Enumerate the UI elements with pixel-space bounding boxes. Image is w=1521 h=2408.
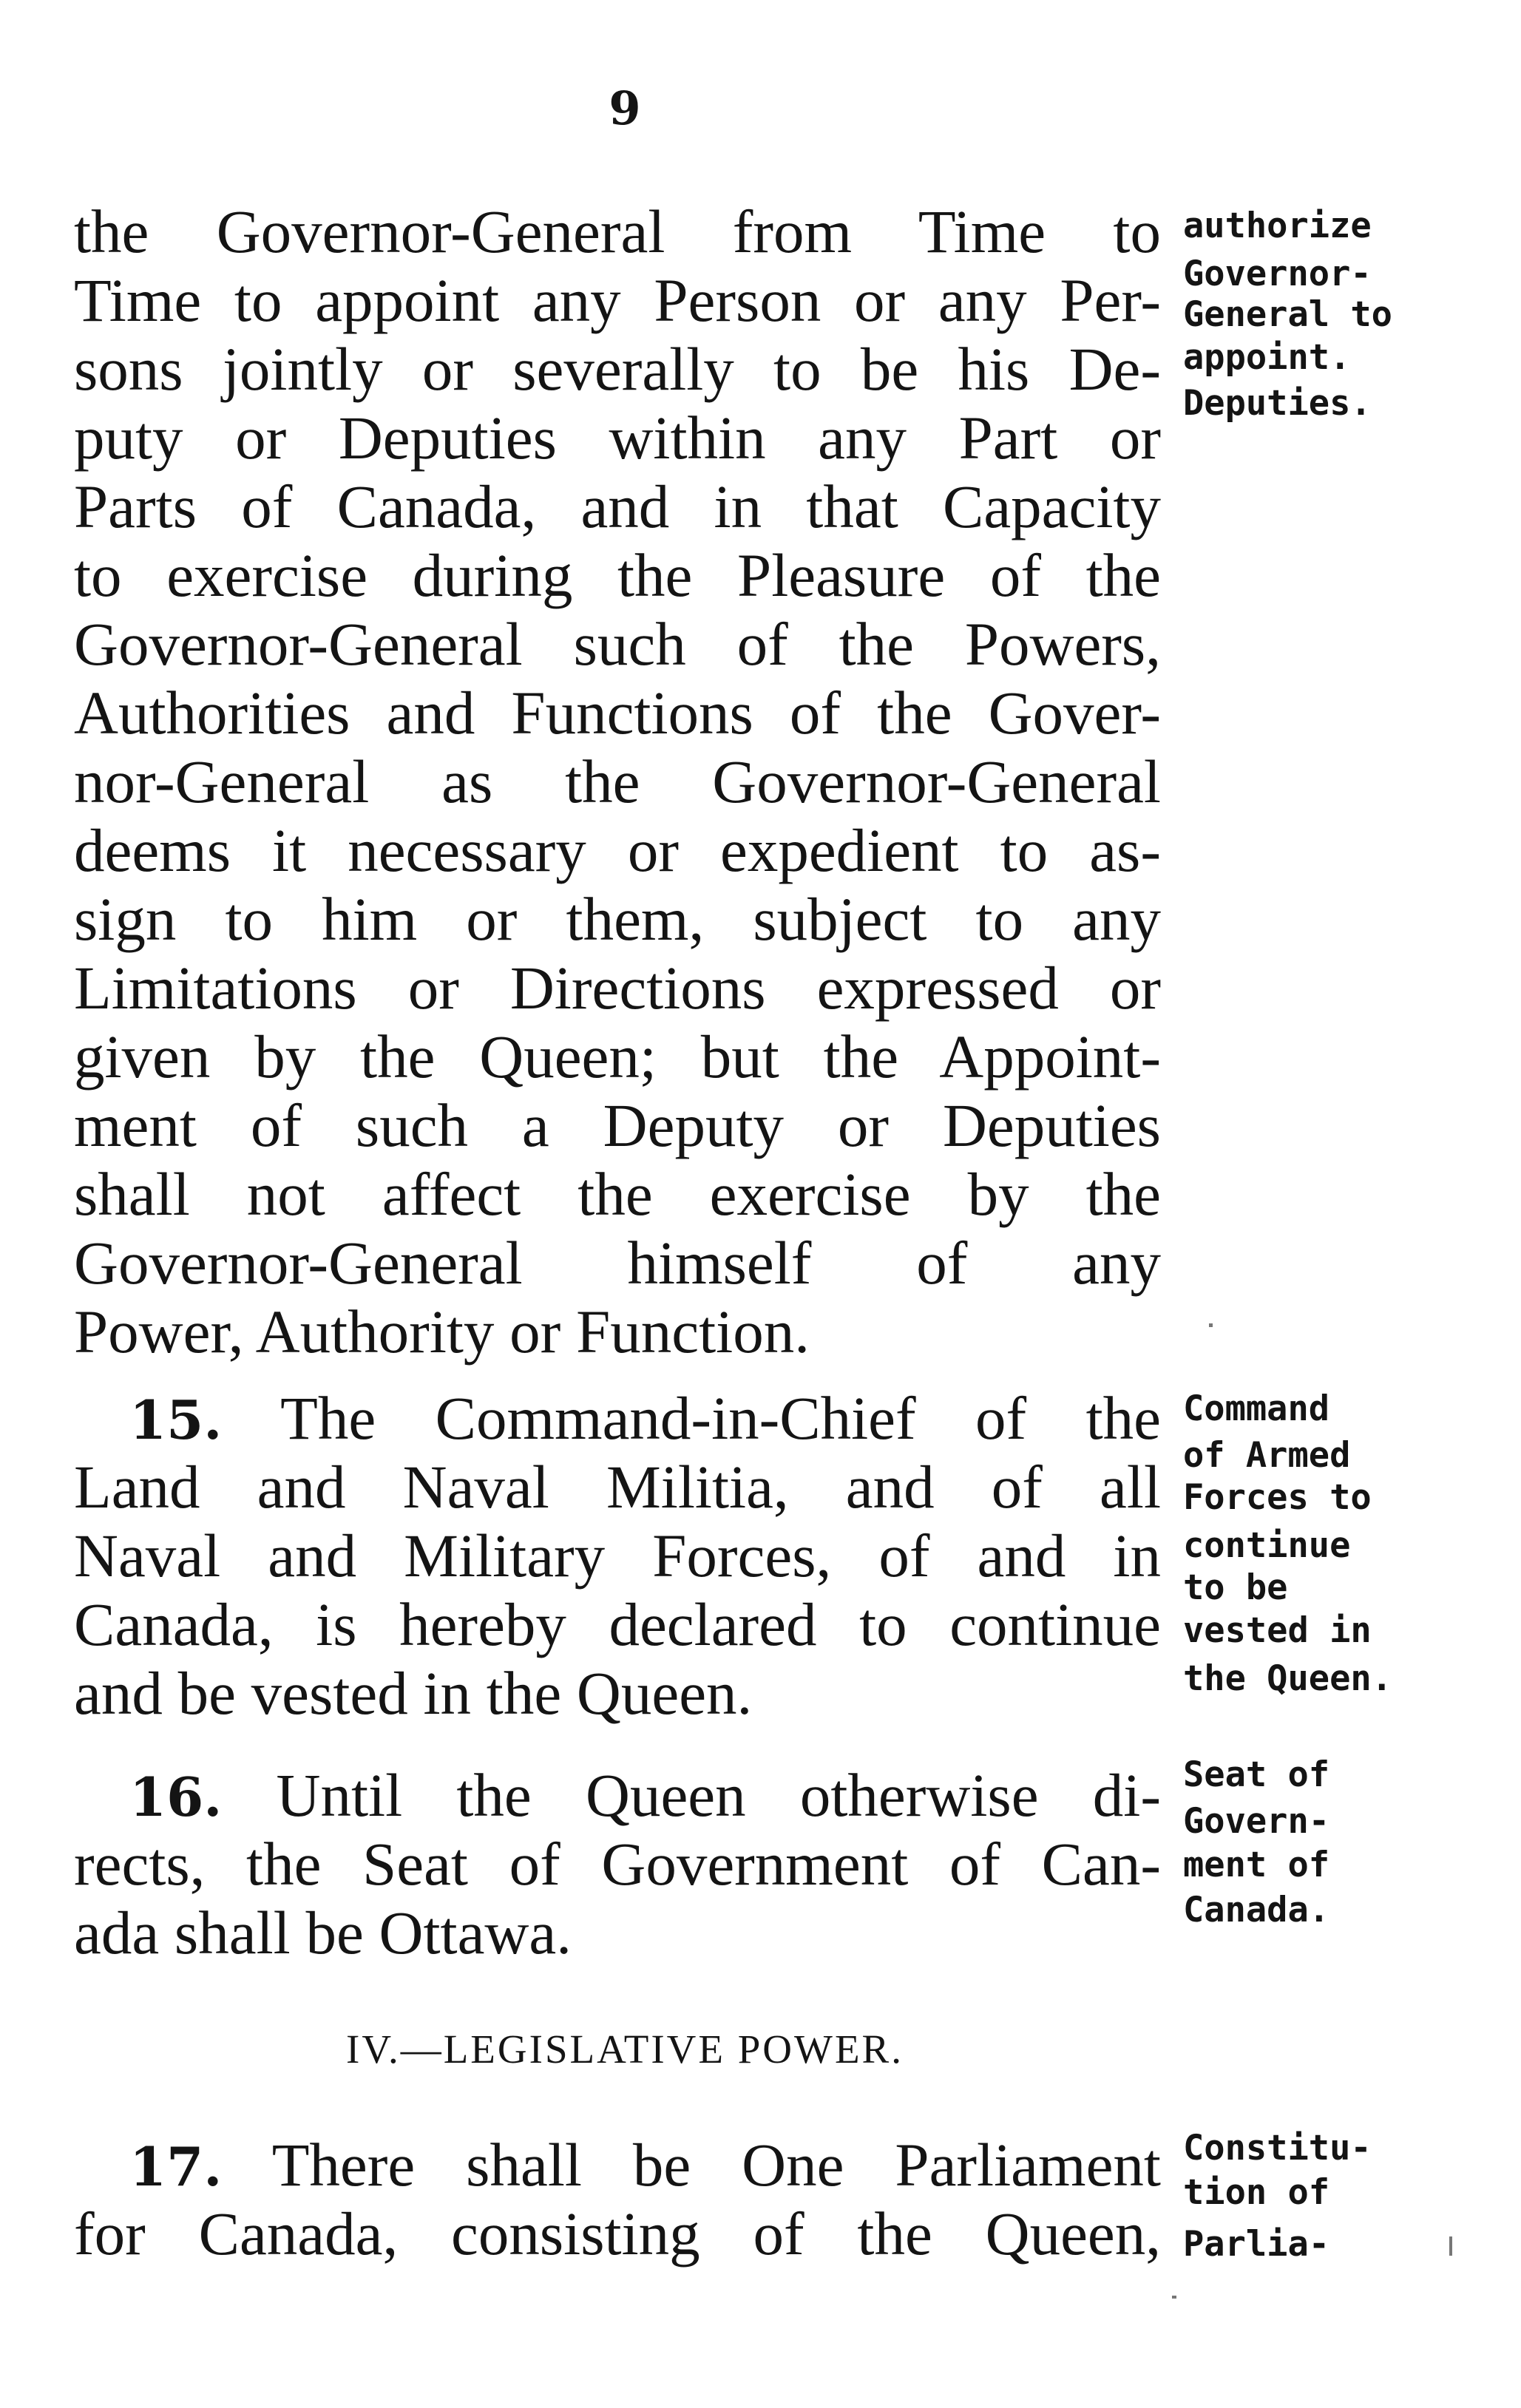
scan-speck: [1172, 2296, 1176, 2299]
margin-note-line: ment of: [1183, 1845, 1330, 1885]
scan-speck: [1449, 2236, 1452, 2256]
text-line: given by the Queen; but the Appoint-: [74, 1022, 1161, 1091]
text-line: Time to appoint any Person or any Per-: [74, 266, 1161, 334]
margin-note-line: tion of: [1183, 2172, 1330, 2213]
margin-note-line: Govern-: [1183, 1801, 1330, 1842]
text-line: deems it necessary or expedient to as-: [74, 816, 1161, 884]
margin-note-line: of Armed: [1183, 1435, 1351, 1476]
text-line: Land and Naval Militia, and of all: [74, 1453, 1161, 1521]
margin-note-line: Parlia-: [1183, 2224, 1330, 2265]
section-text: There shall be One Parliament: [271, 2131, 1161, 2199]
text-line: Naval and Military Forces, of and in: [74, 1522, 1161, 1590]
text-line: [129, 2129, 1161, 2200]
section-text: Until the Queen otherwise di-: [276, 1761, 1161, 1829]
margin-note-line: Deputies.: [1183, 383, 1372, 424]
margin-note-line: the Queen.: [1183, 1658, 1392, 1699]
margin-note-line: appoint.: [1183, 337, 1351, 378]
text-line: sign to him or them, subject to any: [74, 885, 1161, 953]
text-line: and be vested in the Queen.: [74, 1659, 753, 1727]
section-heading: IV.—LEGISLATIVE POWER.: [346, 2027, 904, 2072]
text-line: Canada, is hereby declared to continue: [74, 1590, 1161, 1658]
page-number: 9: [609, 81, 641, 135]
text-line: nor-General as the Governor-General: [74, 747, 1161, 815]
scan-speck: [1209, 1323, 1213, 1327]
section-number: 15.: [129, 1388, 223, 1451]
text-line: Power, Authority or Function.: [74, 1298, 810, 1366]
margin-note-line: vested in: [1183, 1610, 1372, 1651]
text-line: Governor-General himself of any: [74, 1229, 1161, 1297]
margin-note-line: authorize: [1183, 206, 1372, 246]
text-line: puty or Deputies within any Part or: [74, 404, 1161, 472]
margin-note-line: Canada.: [1183, 1890, 1330, 1930]
text-line: [129, 1760, 1161, 1831]
section-number: 17.: [129, 2135, 223, 2198]
text-line: Governor-General such of the Powers,: [74, 610, 1161, 678]
text-line: for Canada, consisting of the Queen,: [74, 2200, 1161, 2268]
margin-note-line: General to: [1183, 294, 1392, 335]
text-line: Parts of Canada, and in that Capacity: [74, 472, 1161, 540]
text-line: to exercise during the Pleasure of the: [74, 541, 1161, 609]
section-text: The Command-in-Chief of the: [280, 1384, 1161, 1452]
text-line: sons jointly or severally to be his De-: [74, 335, 1161, 403]
text-line: shall not affect the exercise by the: [74, 1160, 1161, 1228]
text-line: the Governor-General from Time to: [74, 197, 1161, 265]
margin-note-line: Forces to: [1183, 1477, 1372, 1518]
text-line: Limitations or Directions expressed or: [74, 954, 1161, 1022]
text-line: rects, the Seat of Government of Can-: [74, 1830, 1161, 1898]
margin-note-line: Command: [1183, 1388, 1330, 1429]
text-line: ada shall be Ottawa.: [74, 1899, 572, 1967]
margin-note-line: to be: [1183, 1567, 1288, 1608]
margin-note-line: continue: [1183, 1525, 1351, 1566]
margin-note-line: Governor-: [1183, 254, 1372, 294]
margin-note-line: Seat of: [1183, 1754, 1330, 1795]
text-line: ment of such a Deputy or Deputies: [74, 1091, 1161, 1159]
margin-note-line: Constitu-: [1183, 2128, 1372, 2168]
text-line: Authorities and Functions of the Gover-: [74, 679, 1161, 747]
section-number: 16.: [129, 1766, 223, 1828]
text-line: [129, 1383, 1161, 1454]
